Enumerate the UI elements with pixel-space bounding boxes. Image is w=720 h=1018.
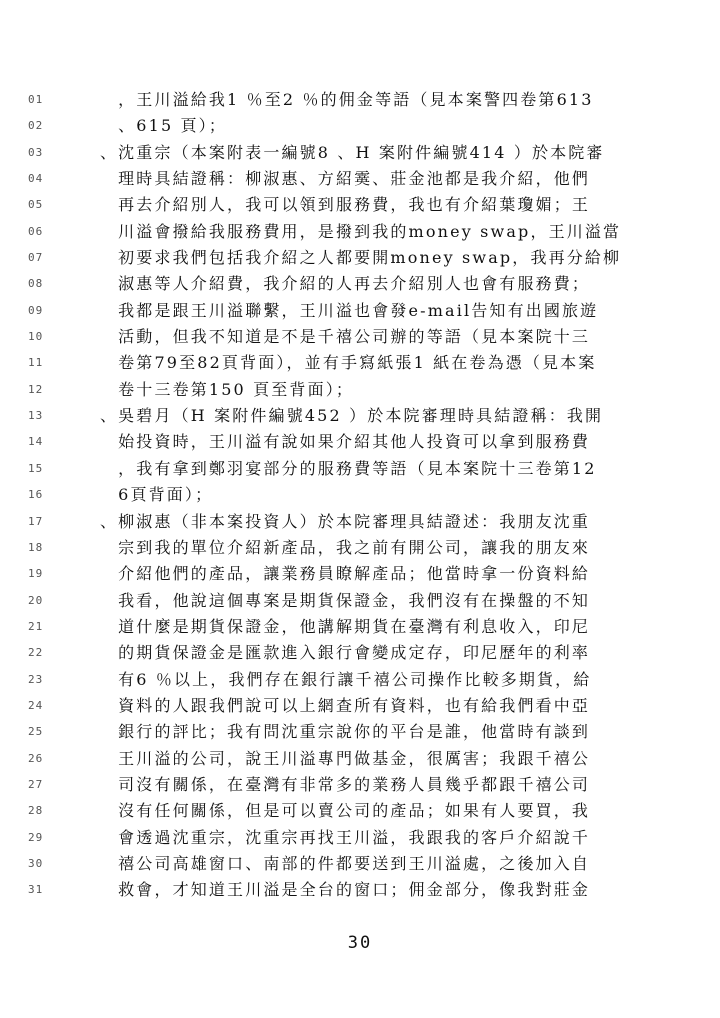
- line-number: 23: [28, 672, 44, 686]
- line-number: 06: [28, 224, 44, 238]
- text-line: [0, 510, 720, 536]
- line-text: 會透過沈重宗，沈重宗再找王川溢，我跟我的客戶介紹說千: [100, 827, 591, 847]
- line-text: 禧公司高雄窗口、南部的件都要送到王川溢處，之後加入自: [100, 853, 591, 873]
- line-number: 02: [28, 119, 44, 133]
- text-line: [0, 378, 720, 404]
- line-number: 05: [28, 198, 44, 212]
- text-line: [0, 826, 720, 852]
- line-number: 11: [28, 356, 44, 370]
- line-text: ，我有拿到鄭羽宴部分的服務費等語（見本案院十三卷第12: [100, 458, 597, 478]
- text-line: [0, 694, 720, 720]
- line-text: 救會，才知道王川溢是全台的窗口；佣金部分，像我對莊金: [100, 880, 591, 900]
- text-line: [0, 272, 720, 298]
- line-text: 銀行的評比；我有問沈重宗說你的平台是誰，他當時有談到: [100, 722, 591, 742]
- line-text: 卷第79至82頁背面），並有手寫紙張1 紙在卷為憑（見本案: [100, 353, 597, 373]
- line-number: 08: [28, 277, 44, 291]
- line-text: 初要求我們包括我介紹之人都要開money swap，我再分給柳: [100, 248, 622, 268]
- line-number: 07: [28, 251, 44, 265]
- line-text: 、吳碧月（H 案附件編號452 ）於本院審理時具結證稱：我開: [100, 406, 604, 426]
- text-line: [0, 483, 720, 509]
- line-number: 12: [28, 382, 44, 396]
- line-number: 18: [28, 540, 44, 554]
- text-line: [0, 167, 720, 193]
- line-text: 介紹他們的產品，讓業務員瞭解產品；他當時拿一份資料給: [100, 564, 591, 584]
- text-line: [0, 589, 720, 615]
- line-number: 31: [28, 883, 44, 897]
- text-line: [0, 430, 720, 456]
- line-number: 01: [28, 93, 44, 106]
- text-line: [0, 246, 720, 272]
- text-line: [0, 299, 720, 325]
- line-text: 司沒有關係，在臺灣有非常多的業務人員幾乎都跟千禧公司: [100, 774, 591, 794]
- text-line: [0, 351, 720, 377]
- text-line: [0, 536, 720, 562]
- text-line: [0, 141, 720, 167]
- text-line: [0, 88, 720, 114]
- line-number: 29: [28, 830, 44, 844]
- line-text: 沒有任何關係，但是可以賣公司的產品；如果有人要買，我: [100, 801, 591, 821]
- line-number: 03: [28, 145, 44, 159]
- line-text: 活動，但我不知道是不是千禧公司辦的等語（見本案院十三: [100, 327, 591, 347]
- line-number: 21: [28, 619, 44, 633]
- line-number: 15: [28, 461, 44, 475]
- line-text: 再去介紹別人，我可以領到服務費，我也有介紹葉瓊媚；王: [100, 195, 591, 215]
- line-text: 我都是跟王川溢聯繫，王川溢也會發e-mail告知有出國旅遊: [100, 300, 599, 320]
- line-number: 09: [28, 303, 44, 317]
- line-number: 14: [28, 435, 44, 449]
- line-number: 24: [28, 698, 44, 712]
- text-line: [0, 668, 720, 694]
- line-number: 27: [28, 777, 44, 791]
- line-text: 、柳淑惠（非本案投資人）於本院審理具結證述：我朋友沈重: [100, 511, 591, 531]
- line-number: 26: [28, 751, 44, 765]
- text-line: [0, 404, 720, 430]
- line-number: 16: [28, 488, 44, 502]
- text-line: [0, 852, 720, 878]
- line-number: 19: [28, 567, 44, 581]
- text-line: [0, 220, 720, 246]
- line-text: 的期貨保證金是匯款進入銀行會變成定存，印尼歷年的利率: [100, 643, 591, 663]
- line-text: 6頁背面）；: [100, 485, 214, 505]
- text-line: [0, 457, 720, 483]
- text-line: [0, 114, 720, 140]
- line-text: 、615 頁）；: [100, 116, 227, 136]
- line-number: 22: [28, 646, 44, 660]
- line-text: ，王川溢給我1 ％至2 ％的佣金等語（見本案警四卷第613: [100, 90, 594, 109]
- line-number: 20: [28, 593, 44, 607]
- line-text: 道什麼是期貨保證金，他講解期貨在臺灣有利息收入，印尼: [100, 616, 591, 636]
- text-line: [0, 799, 720, 825]
- text-line: [0, 878, 720, 904]
- text-line: [0, 641, 720, 667]
- page-number: 30: [347, 933, 373, 953]
- line-number: 30: [28, 856, 44, 870]
- line-text: 川溢會撥給我服務費用，是撥到我的money swap，王川溢當: [100, 221, 622, 241]
- line-number: 17: [28, 514, 44, 528]
- line-number: 13: [28, 409, 44, 423]
- text-line: [0, 615, 720, 641]
- line-text: 始投資時，王川溢有說如果介紹其他人投資可以拿到服務費: [100, 432, 591, 452]
- text-line: [0, 325, 720, 351]
- line-text: 宗到我的單位介紹新產品，我之前有開公司，讓我的朋友來: [100, 537, 591, 557]
- text-line: [0, 720, 720, 746]
- line-text: 卷十三卷第150 頁至背面）；: [100, 379, 355, 399]
- text-line: [0, 747, 720, 773]
- line-number: 28: [28, 804, 44, 818]
- text-line: [0, 562, 720, 588]
- line-text: 我看，他說這個專案是期貨保證金，我們沒有在操盤的不知: [100, 590, 591, 610]
- line-text: 有6 ％以上，我們存在銀行讓千禧公司操作比較多期貨，給: [100, 669, 592, 689]
- line-text: 淑惠等人介紹費，我介紹的人再去介紹別人也會有服務費；: [100, 274, 591, 294]
- document-body: [0, 88, 720, 905]
- line-text: 、沈重宗（本案附表一編號8 、H 案附件編號414 ）於本院審: [100, 142, 605, 162]
- line-number: 10: [28, 330, 44, 344]
- line-text: 理時具結證稱：柳淑惠、方紹霙、莊金池都是我介紹，他們: [100, 169, 591, 189]
- line-number: 04: [28, 172, 44, 186]
- text-line: [0, 773, 720, 799]
- line-number: 25: [28, 725, 44, 739]
- text-line: [0, 193, 720, 219]
- line-text: 資料的人跟我們說可以上網查所有資料，也有給我們看中亞: [100, 695, 591, 715]
- line-text: 王川溢的公司，說王川溢專門做基金，很厲害；我跟千禧公: [100, 748, 591, 768]
